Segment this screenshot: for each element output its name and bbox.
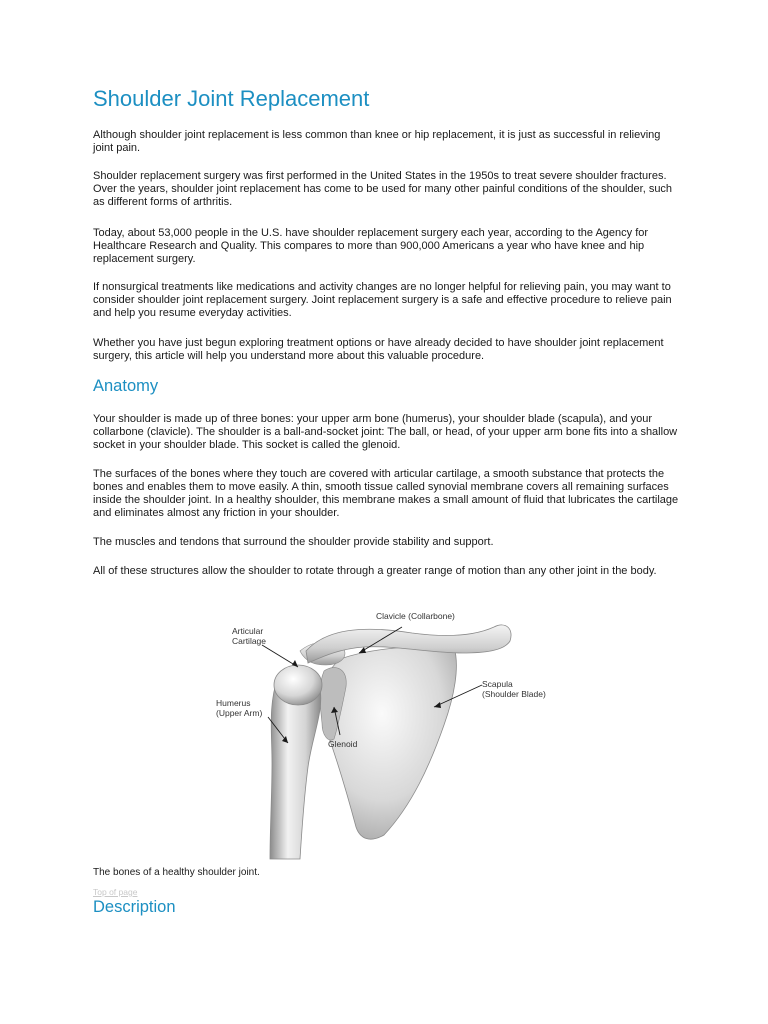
anatomy-paragraph-3: The muscles and tendons that surround the shoulder provide stability and support.	[93, 536, 494, 548]
articular-cartilage-label-line1: Articular	[232, 626, 264, 636]
figure-caption: The bones of a healthy shoulder joint.	[93, 867, 260, 878]
humerus-label-line1: Humerus	[216, 698, 251, 708]
anatomy-paragraph-1: Your shoulder is made up of three bones: your upper arm bone (humerus), your shoulder blade (scapula), and your collarbone (clavicle). The shoulder is a ball-and-socket joint: The ball, or head, of your upper arm bone fits into a shallow socket in your shoulder blade. This socket is called the glenoid.	[93, 413, 678, 451]
page-title: Shoulder Joint Replacement	[93, 86, 370, 111]
anatomy-paragraph-2: The surfaces of the bones where they touch are covered with articular cartilage, a smooth substance that protects the bones and enables them to move easily. A thin, smooth tissue called synovial membrane covers all remaining surfaces inside the shoulder joint. In a healthy shoulder, this membrane makes a small amount of fluid that lubricates the cartilage and eliminates almost any friction in your shoulder.	[93, 468, 679, 519]
shoulder-anatomy-illustration	[112, 607, 562, 862]
intro-paragraph-4: If nonsurgical treatments like medications and activity changes are no longer helpful for relieving pain, you may want to consider shoulder joint replacement surgery. Joint replacement surgery is a safe and effective procedure to relieve pain and help you resume everyday activities.	[93, 281, 672, 319]
description-heading: Description	[93, 898, 176, 916]
anatomy-heading: Anatomy	[93, 377, 159, 395]
humeral-head-shape	[274, 665, 322, 705]
scapula-label-line2: (Shoulder Blade)	[482, 689, 546, 699]
intro-paragraph-1: Although shoulder joint replacement is less common than knee or hip replacement, it is just as successful in relieving joint pain.	[93, 129, 661, 154]
anatomy-paragraph-4: All of these structures allow the shoulder to rotate through a greater range of motion than any other joint in the body.	[93, 565, 657, 577]
glenoid-label: Glenoid	[328, 739, 358, 749]
articular-cartilage-label-line2: Cartilage	[232, 636, 267, 646]
top-of-page-link[interactable]: Top of page	[93, 887, 138, 897]
clavicle-label: Clavicle (Collarbone)	[376, 611, 455, 621]
humerus-label-line2: (Upper Arm)	[216, 708, 263, 718]
intro-paragraph-2: Shoulder replacement surgery was first performed in the United States in the 1950s to treat severe shoulder fractures. Over the years, shoulder joint replacement has come to be used for many other painful conditions of the shoulder, such as different forms of arthritis.	[93, 170, 673, 208]
intro-paragraph-3: Today, about 53,000 people in the U.S. have shoulder replacement surgery each year, according to the Agency for Healthcare Research and Quality. This compares to more than 900,000 Americans a year who have knee and hip replacement surgery.	[93, 227, 649, 265]
scapula-label-line1: Scapula	[482, 679, 513, 689]
intro-paragraph-5: Whether you have just begun exploring treatment options or have already decided to have shoulder joint replacement surgery, this article will help you understand more about this valuable procedure.	[93, 337, 664, 362]
